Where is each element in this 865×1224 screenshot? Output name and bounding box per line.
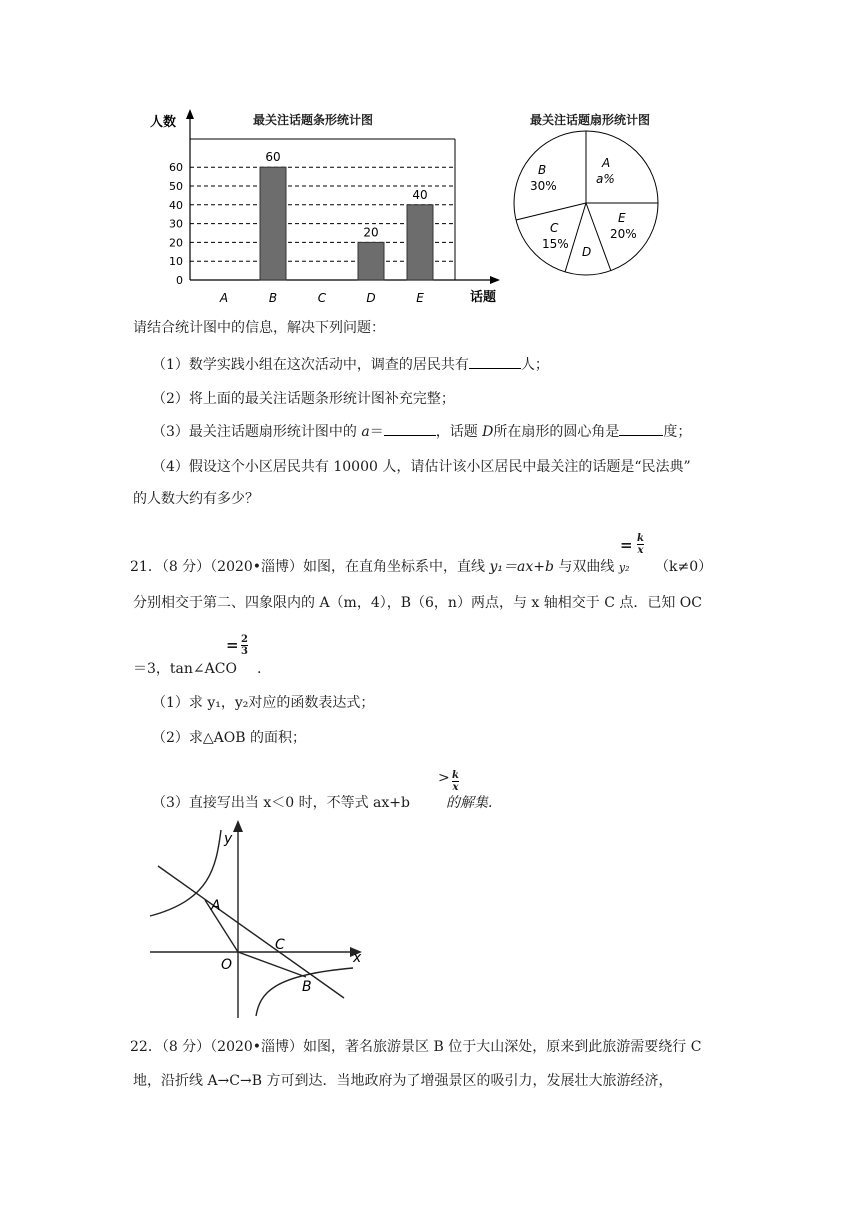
answer-blank[interactable] (619, 421, 663, 436)
line-y1 (158, 866, 344, 998)
q22-line2: 地，沿折线 A→C→B 方可到达．当地政府为了增强景区的吸引力，发展壮大旅游经济， (133, 1073, 673, 1089)
graph-label-y: y (224, 831, 233, 847)
bar-data-label: 40 (412, 187, 428, 202)
pie-value-B: 30% (530, 179, 557, 193)
q20-part2: （2）将上面的最关注话题条形统计图补充完整； (152, 391, 455, 407)
bar-chart-title: 最关注话题条形统计图 (253, 113, 374, 127)
bar-y-axis-title: 人数 (150, 115, 177, 130)
fraction-k-over-x: $\frac{k}{x}$ (637, 533, 644, 556)
bar-x-tick-label: B (268, 291, 278, 305)
bar-y-tick-label: 40 (169, 198, 183, 212)
bar-x-axis-arrow (490, 276, 500, 284)
graph-label-B: B (302, 979, 312, 995)
bar-y-axis-arrow (186, 109, 194, 119)
q21-sub2: （2）求△AOB 的面积； (152, 730, 306, 746)
bar-y-tick-label: 30 (169, 217, 183, 231)
pie-label-B: B (538, 163, 547, 177)
equals-sign: = (226, 636, 239, 654)
bar-x-tick-label: D (366, 291, 376, 305)
bar (407, 205, 433, 280)
pie-label-E: E (618, 211, 626, 225)
q21-sub3: （3）直接写出当 x＜0 时，不等式 ax+b 的解集. (152, 795, 493, 811)
q21-sub1: （1）求 y₁，y₂对应的函数表达式； (152, 695, 375, 711)
pie-label-A: A (602, 156, 611, 170)
graph-label-A: A (211, 898, 221, 914)
pie-label-C: C (550, 221, 559, 235)
fraction-k-over-x: $\frac{k}{x}$ (452, 770, 459, 793)
graph-label-x: x (353, 950, 362, 966)
q21-condition: （k≠0） (655, 559, 713, 575)
answer-blank[interactable] (384, 421, 436, 436)
fraction-2-over-3: $\frac{2}{3}$ (241, 634, 248, 657)
bar-chart (140, 105, 510, 310)
q21-line3: ＝3，tan∠ACO . (133, 661, 262, 677)
bar-x-tick-label: A (219, 291, 229, 305)
pie-value-C: 15% (542, 237, 569, 251)
graph-label-O: O (221, 957, 233, 973)
pie-label-D: D (582, 245, 592, 259)
q20-part4-line1: （4）假设这个小区居民共有 10000 人，请估计该小区居民中最关注的话题是“民法典” (152, 459, 691, 475)
greater-than-sign: > (438, 770, 450, 786)
q20-intro: 请结合统计图中的信息，解决下列问题： (133, 320, 385, 336)
pie-value-A: a% (596, 172, 615, 186)
bar-x-tick-label: E (416, 291, 424, 305)
q22-line1: 22．（8 分）（2020•淄博）如图，著名旅游景区 B 位于大山深处，原来到此旅游需要绕行 C (130, 1039, 702, 1055)
bar (358, 242, 384, 280)
q20-part4-line2: 的人数大约有多少？ (133, 491, 259, 507)
pie-chart (510, 130, 662, 280)
bar-data-label: 20 (363, 225, 379, 240)
bar-y-tick-label: 20 (169, 236, 183, 250)
q21-line2: 分别相交于第二、四象限内的 A（m，4），B（6，n）两点，与 x 轴相交于 C 点．已知 OC (133, 595, 703, 611)
coordinate-graph (148, 818, 370, 1020)
graph-label-C: C (275, 937, 285, 953)
pie-chart-title: 最关注话题扇形统计图 (530, 113, 651, 127)
bar-y-tick-label: 50 (169, 180, 183, 193)
q21-head: 21．（8 分）（2020•淄博）如图，在直角坐标系中，直线 y₁＝ax+b 与双曲线 y₂ (130, 559, 630, 575)
bar-x-tick-label: C (317, 291, 327, 305)
segment-OA (205, 900, 238, 952)
q20-part1: （1）数学实践小组在这次活动中，调查的居民共有 人； (152, 354, 549, 374)
answer-blank[interactable] (469, 354, 521, 369)
q20-part3: （3）最关注话题扇形统计图中的 a＝ ，话题 D所在扇形的圆心角是 度； (152, 421, 691, 441)
bar (260, 167, 286, 280)
graph-y-axis-arrow (233, 820, 243, 832)
pie-value-E: 20% (610, 227, 637, 241)
bar-y-tick-label: 60 (169, 161, 183, 175)
bar-x-axis-title: 话题 (470, 290, 497, 305)
bar-y-tick-label: 10 (169, 255, 183, 269)
bar-y-tick-label: 0 (176, 274, 183, 287)
bar-data-label: 60 (265, 150, 281, 165)
equals-sign: = (620, 536, 633, 554)
